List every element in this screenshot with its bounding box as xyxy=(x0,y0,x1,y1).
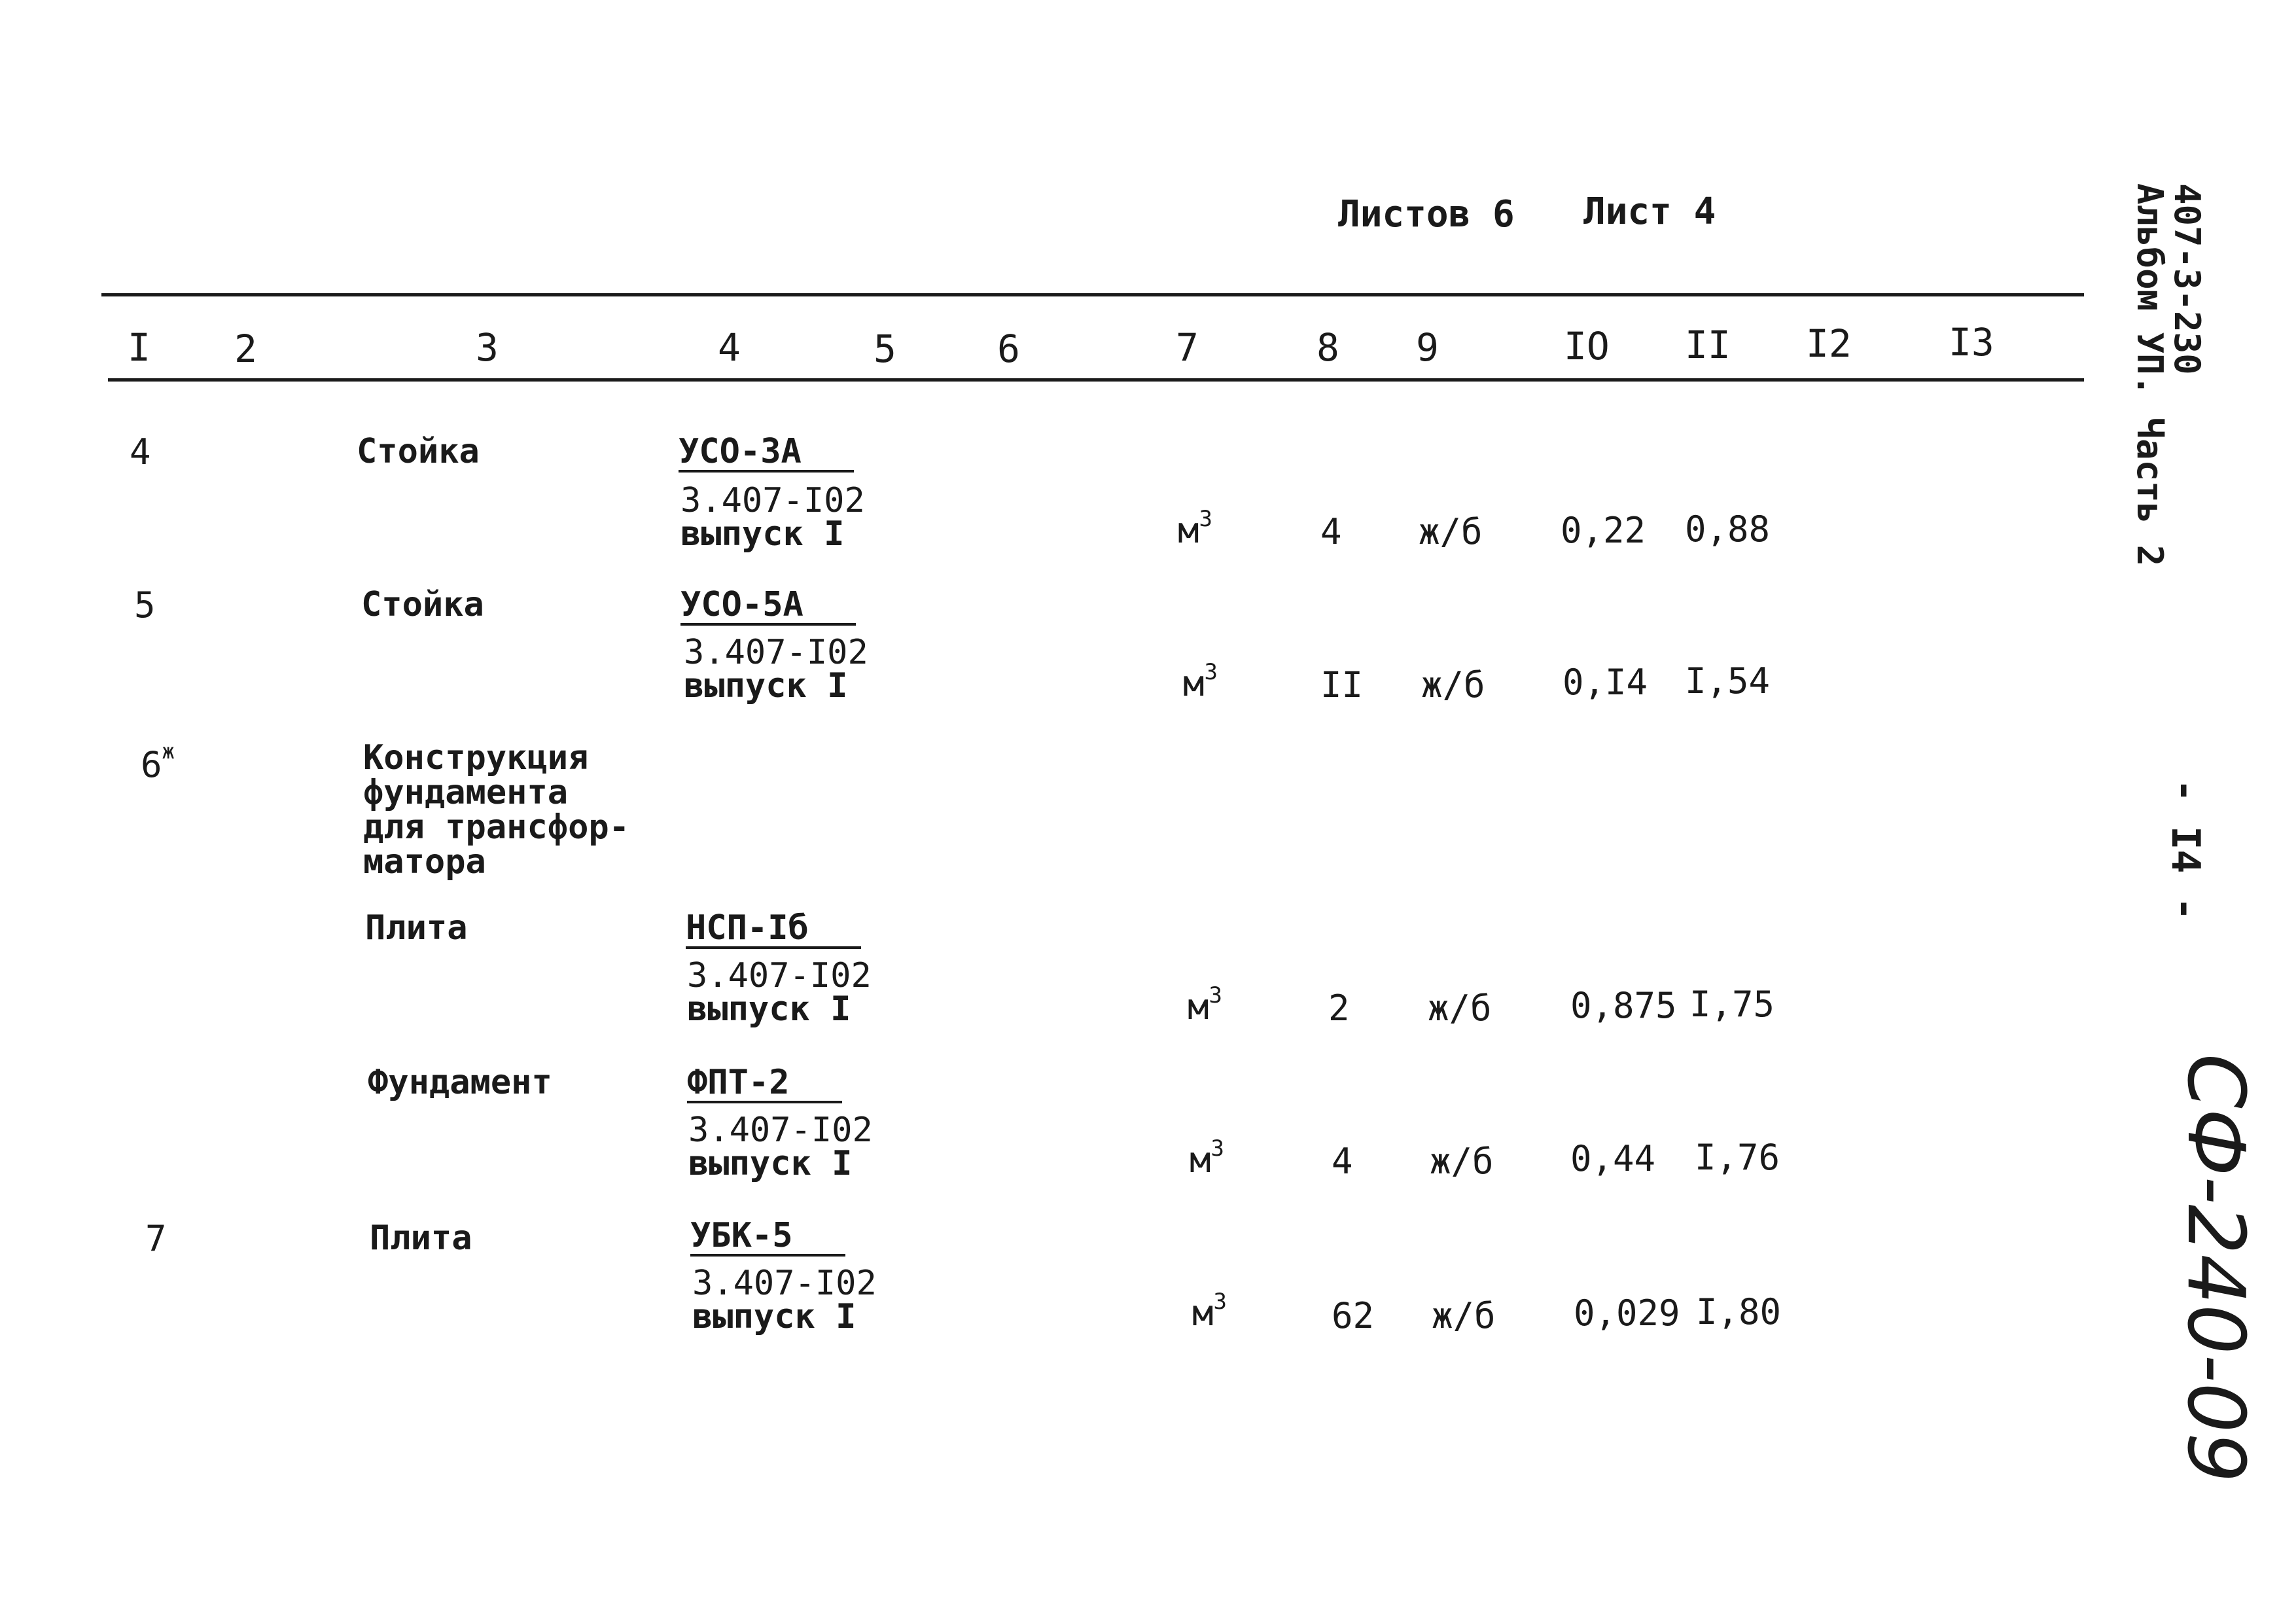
table-row-code: УБК-5 xyxy=(690,1219,845,1257)
table-row-name: Плита xyxy=(365,908,468,948)
table-row-name: Плита xyxy=(370,1219,472,1258)
archive-stamp: СФ-240-09 xyxy=(2170,1054,2261,1483)
column-number-11: II xyxy=(1685,323,1731,367)
column-number-1: I xyxy=(128,325,150,370)
table-row-volume-total: 0,88 xyxy=(1685,508,1771,550)
table-row-volume-unit: 0,I4 xyxy=(1563,662,1648,703)
table-row-qty: II xyxy=(1320,664,1364,705)
table-row-reference xyxy=(687,956,872,1029)
reference-series: 3.407-I02 xyxy=(687,956,872,995)
sheets-total: Листов 6 xyxy=(1338,193,1515,236)
table-row-volume-total: I,75 xyxy=(1689,984,1775,1025)
table-row-num: 5 xyxy=(134,584,156,626)
table-row-material: ж/б xyxy=(1430,1141,1494,1182)
reference-issue: выпуск I xyxy=(687,989,851,1029)
table-row-num: 4 xyxy=(130,431,151,473)
table-row-qty: 4 xyxy=(1332,1141,1353,1182)
table-row-name: Фундамент xyxy=(368,1063,552,1102)
reference-issue: выпуск I xyxy=(692,1296,857,1336)
reference-series: 3.407-I02 xyxy=(688,1111,873,1150)
table-row-code: УСО-3А xyxy=(679,435,854,473)
table-row-name: Стойка xyxy=(357,432,480,471)
table-row-reference xyxy=(680,481,865,554)
table-row-unit: $м^3$ xyxy=(1192,1289,1227,1334)
reference-issue: выпуск I xyxy=(680,514,845,554)
column-number-9: 9 xyxy=(1416,325,1439,370)
table-row-material: ж/б xyxy=(1432,1295,1496,1336)
column-number-3: 3 xyxy=(476,325,499,370)
table-row-reference xyxy=(688,1111,873,1183)
table-row-reference xyxy=(692,1264,877,1336)
table-row-material: ж/б xyxy=(1419,511,1483,552)
column-number-10: IO xyxy=(1564,324,1610,368)
table-row-qty: 2 xyxy=(1328,988,1350,1029)
reference-series: 3.407-I02 xyxy=(680,481,865,520)
table-row-unit: $м^3$ xyxy=(1188,982,1222,1027)
reference-issue: выпуск I xyxy=(688,1143,853,1183)
table-row-qty: 62 xyxy=(1332,1295,1375,1336)
table-row-num: 7 xyxy=(145,1218,167,1259)
column-number-6: 6 xyxy=(997,327,1020,371)
table-row-volume-unit: 0,875 xyxy=(1570,985,1677,1026)
reference-issue: выпуск I xyxy=(684,666,848,705)
table-row-name: Стойка xyxy=(361,585,484,624)
sheet-number: Лист 4 xyxy=(1583,190,1716,233)
table-row-unit: $м^3$ xyxy=(1178,506,1212,551)
table-row-material: ж/б xyxy=(1421,664,1485,705)
table-row-name: Конструкция фундамента для трансфор- матора xyxy=(363,738,629,882)
table-row-unit: $м^3$ xyxy=(1183,659,1218,704)
page-number: - I4 - xyxy=(2163,779,2208,921)
table-row-qty: 4 xyxy=(1320,511,1342,552)
album-designation: 407-3-230 Альбом УП. Часть 2 xyxy=(2129,183,2208,567)
table-row-num: $6^ж$ xyxy=(141,739,175,785)
table-row-volume-unit: 0,029 xyxy=(1574,1293,1680,1334)
table-row-material: ж/б xyxy=(1428,988,1492,1029)
column-number-7: 7 xyxy=(1176,325,1199,370)
table-row-volume-unit: 0,44 xyxy=(1570,1138,1656,1179)
column-number-13: I3 xyxy=(1949,320,1994,365)
table-row-volume-total: I,76 xyxy=(1695,1137,1780,1178)
reference-series: 3.407-I02 xyxy=(692,1264,877,1303)
table-row-code: НСП-Iб xyxy=(686,911,861,949)
table-row-volume-unit: 0,22 xyxy=(1561,510,1646,551)
column-number-2: 2 xyxy=(234,327,257,371)
table-header-rule xyxy=(108,378,2084,382)
table-top-rule xyxy=(101,293,2084,296)
table-row-volume-total: I,80 xyxy=(1696,1291,1782,1332)
table-row-code: УСО-5А xyxy=(680,588,856,626)
column-number-8: 8 xyxy=(1316,325,1339,370)
table-row-code: ФПТ-2 xyxy=(687,1065,842,1103)
footnote-mark: ж xyxy=(162,739,175,764)
column-number-4: 4 xyxy=(718,325,741,370)
column-number-5: 5 xyxy=(874,327,896,371)
reference-series: 3.407-I02 xyxy=(684,633,868,672)
table-row-volume-total: I,54 xyxy=(1685,660,1771,702)
table-row-unit: $м^3$ xyxy=(1190,1135,1224,1181)
column-number-12: I2 xyxy=(1806,321,1852,366)
table-row-reference xyxy=(684,633,868,705)
